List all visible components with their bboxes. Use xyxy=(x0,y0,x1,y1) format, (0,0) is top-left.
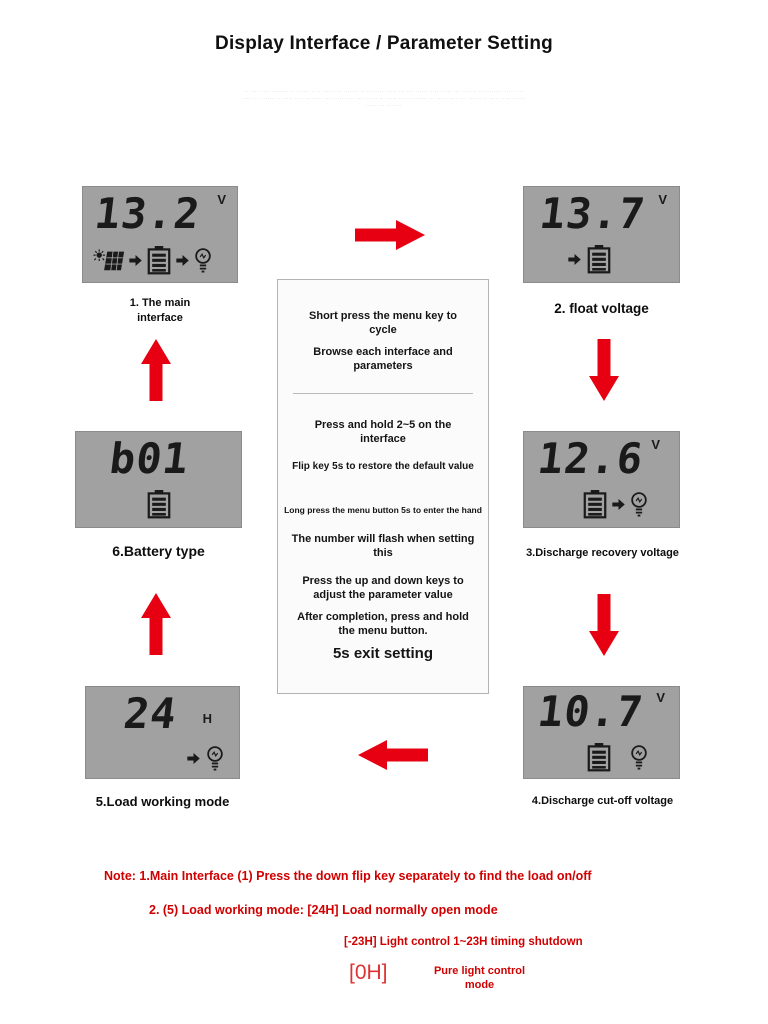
note-line-1: Note: 1.Main Interface (1) Press the down flip key separately to find the load on/off xyxy=(104,869,592,883)
note-line-2: 2. (5) Load working mode: [24H] Load normally open mode xyxy=(149,903,498,917)
lcd-panel-discharge-recovery xyxy=(523,431,680,528)
panel-label-battery-type: 6.Battery type xyxy=(112,543,205,559)
solar-panel-icon xyxy=(93,248,125,273)
instruction-text: The number will flash when setting this xyxy=(291,533,475,560)
battery-icon xyxy=(146,490,172,519)
lcd-unit: H xyxy=(202,711,212,726)
lcd-panel-discharge-cutoff xyxy=(523,686,680,779)
fine-print-line: ···· ··· ······ ·· ····· ···· ········ ··· ····· ···· ··· ······ ·· ····· ···· ········ ··· ····· ···· ··· ······ ·· ····· ···· ······ xyxy=(242,96,526,102)
panel-label-main-interface xyxy=(82,296,238,326)
fine-print-line: ·· ····· ··· ········ ·· ······ ···· ····· ··· ······· ·· ········ ····· ··· ··· ······ ···· ····· ··· ······· ·· ········ ····· ··· xyxy=(244,89,524,95)
lcd-panel-battery-type xyxy=(75,431,242,528)
flow-arrow-up-icon xyxy=(141,593,171,655)
instruction-text: Short press the menu key to cycle xyxy=(309,310,457,337)
battery-icon xyxy=(146,246,172,275)
lcd-icon-row xyxy=(146,490,172,519)
arrow-right-icon xyxy=(612,499,625,510)
lcd-icon-row xyxy=(582,490,649,519)
panel-label-load-working-mode: 5.Load working mode xyxy=(95,794,230,809)
lcd-icon-row xyxy=(586,743,649,772)
instruction-text: Flip key 5s to restore the default value xyxy=(292,461,474,472)
lcd-panel-float-voltage xyxy=(523,186,680,283)
instruction-text: Press the up and down keys to adjust the parameter value xyxy=(302,575,464,602)
flow-arrow-down-icon xyxy=(589,339,619,401)
panel-label-float-voltage: 2. float voltage xyxy=(554,301,649,316)
instruction-text: Press and hold 2~5 on the interface xyxy=(314,419,452,446)
lcd-icon-row xyxy=(93,246,213,275)
lcd-icon-row xyxy=(187,745,225,772)
instruction-text: After completion, press and hold the menu button. xyxy=(297,611,469,638)
note-line-3: [-23H] Light control 1~23H timing shutdown xyxy=(344,936,583,948)
lcd-unit: V xyxy=(656,690,665,705)
lcd-panel-main-interface xyxy=(82,186,238,283)
flow-arrow-left-icon xyxy=(358,740,428,770)
battery-icon xyxy=(586,245,612,274)
lcd-value: 12.6 xyxy=(535,434,647,483)
instruction-text-exit-setting: 5s exit setting xyxy=(332,645,434,662)
arrow-right-icon xyxy=(187,753,200,764)
instruction-text: Long press the menu button 5s to enter the hand xyxy=(284,505,482,515)
lcd-value: 13.7 xyxy=(537,189,649,238)
flow-arrow-up-icon xyxy=(141,339,171,401)
lcd-value: 24 xyxy=(121,689,180,738)
arrow-right-icon xyxy=(129,255,142,266)
lcd-value: 10.7 xyxy=(535,687,647,736)
lcd-unit: V xyxy=(217,192,226,207)
fine-print-line: ····· ··· ······· xyxy=(365,103,403,109)
panel-label-discharge-cutoff: 4.Discharge cut-off voltage xyxy=(531,795,674,807)
bulb-icon xyxy=(629,491,649,518)
bulb-icon xyxy=(205,745,225,772)
arrow-right-icon xyxy=(568,254,581,265)
instruction-box xyxy=(277,279,489,694)
arrow-right-icon xyxy=(176,255,189,266)
battery-icon xyxy=(582,490,608,519)
bulb-icon xyxy=(629,744,649,771)
battery-icon xyxy=(586,743,612,772)
lcd-panel-load-working-mode xyxy=(85,686,240,779)
instruction-text: Browse each interface and parameters xyxy=(313,346,453,373)
flow-arrow-down-icon xyxy=(589,594,619,656)
flow-arrow-right-icon xyxy=(355,220,425,250)
lcd-value: b01 xyxy=(107,434,192,483)
page-title: Display Interface / Parameter Setting xyxy=(215,33,553,54)
panel-label-discharge-recovery: 3.Discharge recovery voltage xyxy=(526,547,679,559)
panel-label-text: 1. The main interface xyxy=(129,297,191,324)
lcd-unit: V xyxy=(658,192,667,207)
note-0h-text: Pure light control mode xyxy=(433,965,526,991)
bulb-icon xyxy=(193,247,213,274)
lcd-icon-row xyxy=(568,245,612,274)
note-0h-value: [0H] xyxy=(349,961,388,984)
lcd-value: 13.2 xyxy=(92,189,204,238)
divider xyxy=(293,393,474,394)
lcd-unit: V xyxy=(651,437,660,452)
